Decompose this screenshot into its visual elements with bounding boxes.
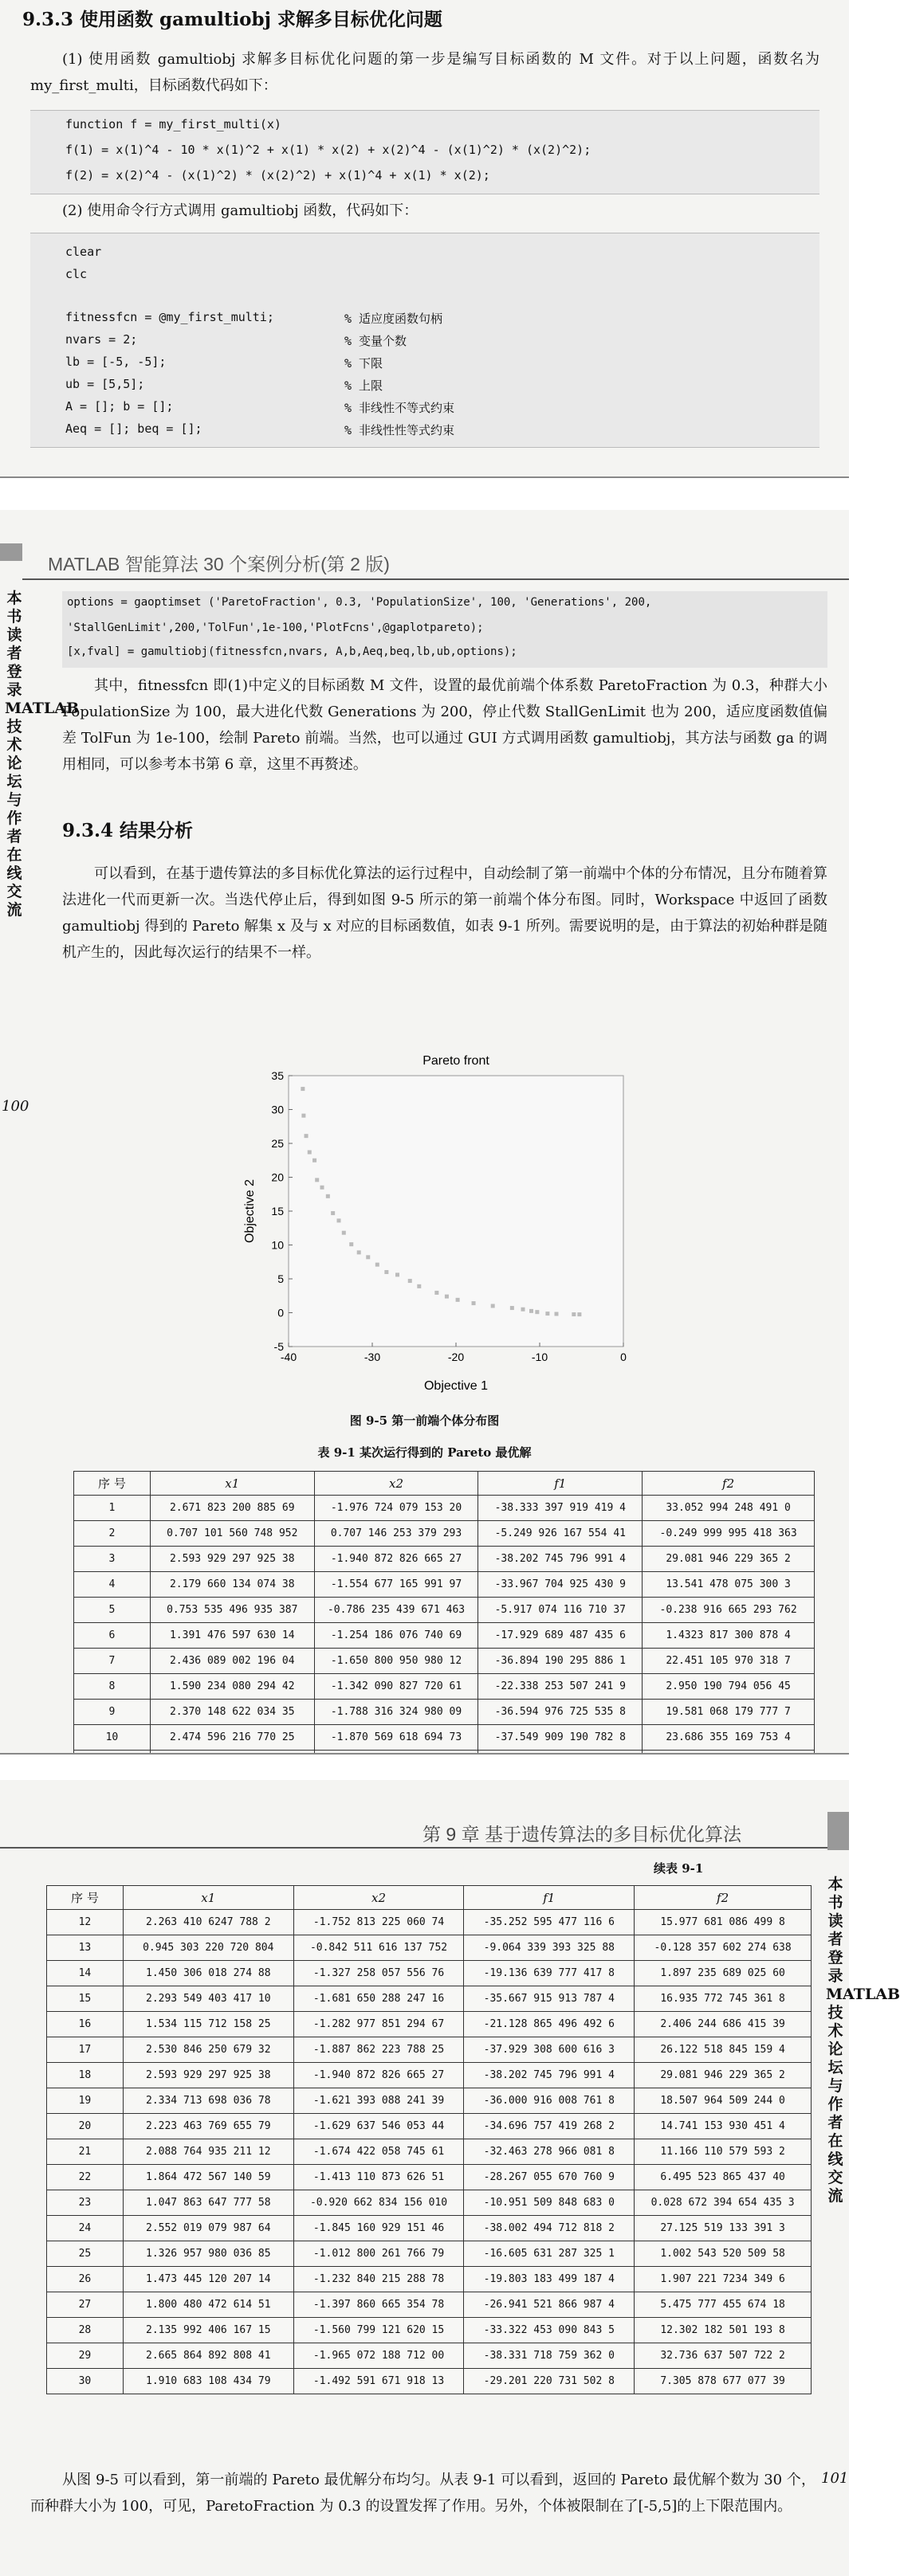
table-cell: -1.327 258 057 556 76 — [293, 1961, 464, 1986]
table-cell: -0.920 662 834 156 010 — [293, 2190, 464, 2216]
table-cell: -1.232 840 215 288 78 — [293, 2267, 464, 2292]
table-cell: -1.560 799 121 620 15 — [293, 2318, 464, 2343]
table-cell: 1.450 306 018 274 88 — [123, 1961, 293, 1986]
table-row — [47, 2216, 812, 2241]
scatter-point — [535, 1310, 539, 1314]
scatter-point — [342, 1231, 346, 1235]
table-cell: 2.223 463 769 655 79 — [123, 2114, 293, 2139]
table-cell: -16.605 631 287 325 1 — [464, 2241, 635, 2267]
table-cell: 19.581 068 179 777 7 — [643, 1700, 815, 1725]
table-cell: 2.179 660 134 074 38 — [150, 1572, 314, 1598]
table-row — [74, 1572, 815, 1598]
paragraph-explanation: 其中，fitnessfcn 即(1)中定义的目标函数 M 文件，设置的最优前端个体系数 ParetoFraction 为 0.3，种群大小 PopulationSize 为 100，最大进化代数 Generations 为 200，停止代数 StallGenLimit 也为 200，适应度函数值偏差 TolFun 为 1e-100，绘制 Pareto 前端。当然，也可以通过 GUI 方式调用函数 gamultiobj，其方法与函数 ga 的调用相同，可以参考本书第 6 章，这里不再赘述。 — [62, 677, 827, 773]
table-cell: -0.249 999 995 418 363 — [643, 1521, 815, 1547]
table-caption: 续表 9-1 — [654, 1861, 704, 1876]
table-cell: 2.593 929 297 925 38 — [150, 1547, 314, 1572]
scatter-point — [326, 1194, 330, 1198]
y-tick-label: 0 — [277, 1306, 284, 1319]
table-cell: -1.397 860 665 354 78 — [293, 2292, 464, 2318]
scatter-point — [521, 1308, 525, 1312]
table-cell: 2.406 244 686 415 39 — [635, 2012, 812, 2037]
code-line: f(1) = x(1)^4 - 10 * x(1)^2 + x(1) * x(2) + x(2)^4 - (x(1)^2) * (x(2)^2); — [65, 143, 591, 157]
running-header: MATLAB 智能算法 30 个案例分析(第 2 版) — [48, 554, 390, 574]
table-header: f2 — [635, 1886, 812, 1910]
figure-caption: 图 9-5 第一前端个体分布图 — [349, 1413, 500, 1428]
table-row — [74, 1623, 815, 1649]
paragraph-step1: (1) 使用函数 gamultiobj 求解多目标优化问题的第一步是编写目标函数的 M 文件。对于以上问题，函数名为 my_first_multi，目标函数代码如下： — [30, 51, 819, 94]
pareto-front-chart — [233, 1045, 647, 1404]
x-tick-label: -40 — [280, 1351, 297, 1363]
table-cell: -5.249 926 167 554 41 — [478, 1521, 643, 1547]
table-cell: 23.686 355 169 753 4 — [643, 1725, 815, 1751]
table-row — [74, 1725, 815, 1751]
y-tick-label: 10 — [271, 1238, 284, 1252]
scatter-point — [491, 1304, 495, 1308]
table-cell: -38.202 745 796 991 4 — [464, 2063, 635, 2088]
table-cell: 29.081 946 229 365 2 — [643, 1547, 815, 1572]
y-tick-label: 15 — [271, 1205, 284, 1217]
chart-xlabel: Objective 1 — [423, 1379, 489, 1393]
table-cell: -0.238 916 665 293 762 — [643, 1598, 815, 1623]
scatter-point — [320, 1186, 324, 1190]
table-cell: -33.967 704 925 430 9 — [478, 1572, 643, 1598]
table-cell: 0.707 101 560 748 952 — [150, 1521, 314, 1547]
table-row — [47, 2369, 812, 2394]
page-corner-tab — [827, 1812, 849, 1850]
table-header: 序 号 — [47, 1886, 124, 1910]
table-row — [47, 1961, 812, 1986]
page-number: 100 — [2, 1098, 29, 1115]
table-cell: -36.000 916 008 761 8 — [464, 2088, 635, 2114]
table-row — [47, 1986, 812, 2012]
table-cell: -1.629 637 546 053 44 — [293, 2114, 464, 2139]
table-cell-index: 9 — [74, 1700, 151, 1725]
section-heading-934: 9.3.4 结果分析 — [62, 820, 194, 841]
scatter-point — [434, 1291, 438, 1295]
table-cell: -1.674 422 058 745 61 — [293, 2139, 464, 2165]
table-cell: -1.845 160 929 151 46 — [293, 2216, 464, 2241]
table-cell: 1.534 115 712 158 25 — [123, 2012, 293, 2037]
table-cell: 2.474 596 216 770 25 — [150, 1725, 314, 1751]
table-row — [47, 2063, 812, 2088]
code-comment: % 适应度函数句柄 — [344, 312, 443, 326]
table-row — [47, 2241, 812, 2267]
scatter-point — [357, 1250, 361, 1254]
table-cell: 12.302 182 501 193 8 — [635, 2318, 812, 2343]
table-cell: 1.910 683 108 434 79 — [123, 2369, 293, 2394]
x-tick-label: -30 — [364, 1351, 381, 1363]
y-tick-label: 30 — [271, 1103, 284, 1116]
table-cell: 2.334 713 698 036 78 — [123, 2088, 293, 2114]
table-cell-index: 28 — [47, 2318, 124, 2343]
y-tick-label: 25 — [271, 1137, 284, 1150]
table-cell: -1.976 724 079 153 20 — [314, 1496, 478, 1521]
y-tick-label: 20 — [271, 1170, 284, 1184]
table-cell-index: 19 — [47, 2088, 124, 2114]
table-cell: 2.135 992 406 167 15 — [123, 2318, 293, 2343]
table-cell: -1.752 813 225 060 74 — [293, 1910, 464, 1935]
table-cell-index: 18 — [47, 2063, 124, 2088]
table-cell: 2.293 549 403 417 10 — [123, 1986, 293, 2012]
table-cell: -36.894 190 295 886 1 — [478, 1649, 643, 1674]
code-comment: % 上限 — [344, 378, 383, 393]
table-cell: 22.451 105 970 318 7 — [643, 1649, 815, 1674]
page-separator — [0, 476, 849, 510]
scatter-point — [375, 1263, 379, 1267]
table-cell: 0.707 146 253 379 293 — [314, 1521, 478, 1547]
scatter-point — [577, 1312, 581, 1316]
table-cell: 1.897 235 689 025 60 — [635, 1961, 812, 1986]
scatter-point — [331, 1211, 335, 1215]
code-line: 'StallGenLimit',200,'TolFun',1e-100,'PlotFcns',@gaplotpareto); — [67, 621, 484, 634]
table-cell: -19.136 639 777 417 8 — [464, 1961, 635, 1986]
table-cell: -37.549 909 190 782 8 — [478, 1725, 643, 1751]
code-line: ub = [5,5]; — [65, 377, 145, 391]
table-cell: 18.507 964 509 244 0 — [635, 2088, 812, 2114]
table-cell-index: 3 — [74, 1547, 151, 1572]
table-cell-index: 10 — [74, 1725, 151, 1751]
table-cell: -22.338 253 507 241 9 — [478, 1674, 643, 1700]
running-header: 第 9 章 基于遗传算法的多目标优化算法 — [422, 1824, 741, 1845]
table-cell-index: 20 — [47, 2114, 124, 2139]
table-cell: 1.864 472 567 140 59 — [123, 2165, 293, 2190]
table-row — [47, 2037, 812, 2063]
code-line: nvars = 2; — [65, 332, 138, 347]
table-cell-index: 17 — [47, 2037, 124, 2063]
x-tick-label: -20 — [447, 1351, 465, 1363]
table-cell: 2.263 410 6247 788 2 — [123, 1910, 293, 1935]
code-comment: % 非线性性等式约束 — [344, 423, 455, 437]
code-comment: % 变量个数 — [344, 334, 407, 348]
scatter-point — [408, 1279, 412, 1283]
table-cell: 13.541 478 075 300 3 — [643, 1572, 815, 1598]
table-cell: -1.342 090 827 720 61 — [314, 1674, 478, 1700]
table-cell: 0.028 672 394 654 435 3 — [635, 2190, 812, 2216]
table-cell: -1.965 072 188 712 00 — [293, 2343, 464, 2369]
table-cell: 14.741 153 930 451 4 — [635, 2114, 812, 2139]
table-cell: -5.917 074 116 710 37 — [478, 1598, 643, 1623]
table-cell: 26.122 518 845 159 4 — [635, 2037, 812, 2063]
table-cell: -32.463 278 966 081 8 — [464, 2139, 635, 2165]
code-comment: % 非线性不等式约束 — [344, 401, 455, 415]
table-row — [47, 2343, 812, 2369]
page-3 — [0, 1780, 900, 2576]
table-cell: -9.064 339 393 325 88 — [464, 1935, 635, 1961]
table-cell: 1.590 234 080 294 42 — [150, 1674, 314, 1700]
table-cell: 16.935 772 745 361 8 — [635, 1986, 812, 2012]
plot-area — [289, 1076, 623, 1347]
table-cell: 2.552 019 079 987 64 — [123, 2216, 293, 2241]
table-cell: 1.047 863 647 777 58 — [123, 2190, 293, 2216]
table-cell: -38.333 397 919 419 4 — [478, 1496, 643, 1521]
table-row — [47, 2318, 812, 2343]
table-cell: 1.473 445 120 207 14 — [123, 2267, 293, 2292]
pareto-table-part2 — [46, 1885, 812, 2394]
scatter-point — [555, 1312, 559, 1316]
table-header: 序 号 — [74, 1472, 151, 1496]
page-number: 101 — [821, 2470, 849, 2487]
page-corner-tab — [0, 543, 22, 561]
table-cell: 2.530 846 250 679 32 — [123, 2037, 293, 2063]
table-cell-index: 1 — [74, 1496, 151, 1521]
table-cell: 2.436 089 002 196 04 — [150, 1649, 314, 1674]
table-cell: 1.391 476 597 630 14 — [150, 1623, 314, 1649]
scatter-point — [545, 1312, 549, 1315]
table-cell: -36.594 976 725 535 8 — [478, 1700, 643, 1725]
scatter-point — [349, 1242, 353, 1246]
table-cell-index: 6 — [74, 1623, 151, 1649]
table-cell-index: 23 — [47, 2190, 124, 2216]
table-cell: -1.282 977 851 294 67 — [293, 2012, 464, 2037]
table-cell-index: 30 — [47, 2369, 124, 2394]
table-cell: 32.736 637 507 722 2 — [635, 2343, 812, 2369]
chart-ylabel: Objective 2 — [243, 1178, 257, 1244]
table-cell-index: 14 — [47, 1961, 124, 1986]
scatter-point — [301, 1114, 305, 1118]
x-tick-label: -10 — [531, 1351, 548, 1363]
table-row — [74, 1521, 815, 1547]
table-cell: -1.650 800 950 980 12 — [314, 1649, 478, 1674]
table-row — [47, 1935, 812, 1961]
table-cell-index: 15 — [47, 1986, 124, 2012]
table-cell: 2.671 823 200 885 69 — [150, 1496, 314, 1521]
table-cell: -1.492 591 671 918 13 — [293, 2369, 464, 2394]
table-cell: -35.252 595 477 116 6 — [464, 1910, 635, 1935]
table-cell: -28.267 055 670 760 9 — [464, 2165, 635, 2190]
paragraph-results: 可以看到，在基于遗传算法的多目标优化算法的运行过程中，自动绘制了第一前端中个体的分布情况，且分布随着算法进化一代而更新一次。当迭代停止后，得到如图 9-5 所示的第一前端个体分布图。同时，Workspace 中返回了函数 gamultiobj 得到的 Pareto 解集 x 及与 x 对应的目标函数值，如表 9-1 所列。需要说明的是，由于算法的初始种群是随机产生的，因此每次运行的结果不一样。 — [62, 865, 827, 961]
table-cell: -0.786 235 439 671 463 — [314, 1598, 478, 1623]
code-line: options = gaoptimset ('ParetoFraction', 0.3, 'PopulationSize', 100, 'Generations', 200, — [67, 596, 652, 609]
code-line: clc — [65, 267, 88, 281]
table-cell-index: 26 — [47, 2267, 124, 2292]
table-cell: -1.254 186 076 740 69 — [314, 1623, 478, 1649]
table-cell-index: 27 — [47, 2292, 124, 2318]
scatter-point — [417, 1284, 421, 1288]
table-header: x2 — [314, 1472, 478, 1496]
scatter-point — [456, 1298, 460, 1302]
table-header: x2 — [293, 1886, 464, 1910]
page-2 — [0, 510, 849, 1753]
scatter-point — [510, 1306, 514, 1310]
code-line: clear — [65, 245, 102, 259]
table-cell: 2.950 190 794 056 45 — [643, 1674, 815, 1700]
table-cell: -1.012 800 261 766 79 — [293, 2241, 464, 2267]
table-cell-index: 2 — [74, 1521, 151, 1547]
sidebar-forum-note: 本书读者登录MATLAB技术论坛与作者在线交流 — [5, 590, 80, 919]
scatter-point — [384, 1270, 388, 1274]
table-cell-index: 22 — [47, 2165, 124, 2190]
table-cell: 7.305 878 677 077 39 — [635, 2369, 812, 2394]
table-cell: -33.322 453 090 843 5 — [464, 2318, 635, 2343]
table-cell: 1.002 543 520 509 58 — [635, 2241, 812, 2267]
code-block-call — [30, 233, 819, 448]
table-header: f1 — [464, 1886, 635, 1910]
pareto-table-part1 — [73, 1471, 815, 1776]
table-cell: 2.593 929 297 925 38 — [123, 2063, 293, 2088]
paragraph-step2: (2) 使用命令行方式调用 gamultiobj 函数，代码如下： — [62, 202, 419, 219]
scatter-point — [308, 1151, 312, 1155]
table-cell: -35.667 915 913 787 4 — [464, 1986, 635, 2012]
table-cell: -19.803 183 499 187 4 — [464, 2267, 635, 2292]
paragraph-conclusion: 从图 9-5 可以看到，第一前端的 Pareto 最优解分布均匀。从表 9-1 可以看到，返回的 Pareto 最优解个数为 30 个，而种群大小为 100，可见，ParetoFraction 为 0.3 的设置发挥了作用。另外，个体被限制在了[-5,5]的上下限范围内。 — [30, 2472, 816, 2515]
header-rule — [0, 1847, 829, 1849]
table-cell-index: 21 — [47, 2139, 124, 2165]
table-cell: -26.941 521 866 987 4 — [464, 2292, 635, 2318]
table-cell: 6.495 523 865 437 40 — [635, 2165, 812, 2190]
code-line: Aeq = []; beq = []; — [65, 421, 202, 436]
table-row — [74, 1496, 815, 1521]
table-cell: -38.202 745 796 991 4 — [478, 1547, 643, 1572]
table-caption: 表 9-1 某次运行得到的 Pareto 最优解 — [317, 1445, 532, 1460]
scatter-point — [572, 1312, 576, 1316]
table-cell: -0.842 511 616 137 752 — [293, 1935, 464, 1961]
table-cell: 15.977 681 086 499 8 — [635, 1910, 812, 1935]
table-cell: -17.929 689 487 435 6 — [478, 1623, 643, 1649]
scatter-point — [529, 1309, 533, 1313]
sidebar-forum-note: 本书读者登录MATLAB技术论坛与作者在线交流 — [826, 1876, 900, 2205]
table-row — [47, 2139, 812, 2165]
code-line: function f = my_first_multi(x) — [65, 117, 281, 131]
table-cell-index: 5 — [74, 1598, 151, 1623]
table-row — [47, 2267, 812, 2292]
code-block-options — [62, 591, 827, 668]
table-row — [47, 2165, 812, 2190]
table-cell: 2.370 148 622 034 35 — [150, 1700, 314, 1725]
table-cell: -1.554 677 165 991 97 — [314, 1572, 478, 1598]
table-cell: -1.621 393 088 241 39 — [293, 2088, 464, 2114]
table-cell-index: 4 — [74, 1572, 151, 1598]
scatter-point — [472, 1301, 476, 1305]
table-cell-index: 24 — [47, 2216, 124, 2241]
code-line: lb = [-5, -5]; — [65, 355, 167, 369]
table-cell: 1.4323 817 300 878 4 — [643, 1623, 815, 1649]
table-row — [74, 1598, 815, 1623]
scatter-point — [301, 1087, 305, 1091]
table-header: x1 — [150, 1472, 314, 1496]
table-cell-index: 16 — [47, 2012, 124, 2037]
table-cell: -21.128 865 496 492 6 — [464, 2012, 635, 2037]
chart-title: Pareto front — [422, 1054, 489, 1068]
code-line: f(2) = x(2)^4 - (x(1)^2) * (x(2)^2) + x(1)^4 + x(1) * x(2); — [65, 168, 490, 182]
table-row — [47, 2292, 812, 2318]
table-row — [74, 1649, 815, 1674]
table-cell: 1.326 957 980 036 85 — [123, 2241, 293, 2267]
table-row — [47, 2190, 812, 2216]
table-cell: -1.940 872 826 665 27 — [293, 2063, 464, 2088]
table-cell: 11.166 110 579 593 2 — [635, 2139, 812, 2165]
table-cell: -29.201 220 731 502 8 — [464, 2369, 635, 2394]
table-cell-index: 7 — [74, 1649, 151, 1674]
table-row — [74, 1674, 815, 1700]
page-separator — [0, 1753, 849, 1782]
table-cell: 27.125 519 133 391 3 — [635, 2216, 812, 2241]
code-block-objective — [30, 110, 819, 194]
table-cell: -1.681 650 288 247 16 — [293, 1986, 464, 2012]
table-cell-index: 25 — [47, 2241, 124, 2267]
table-cell: -38.331 718 759 362 0 — [464, 2343, 635, 2369]
x-tick-label: 0 — [620, 1351, 627, 1363]
header-rule — [22, 578, 849, 580]
table-cell: -1.940 872 826 665 27 — [314, 1547, 478, 1572]
table-cell: -1.788 316 324 980 09 — [314, 1700, 478, 1725]
code-comment: % 下限 — [344, 356, 383, 371]
section-heading-933: 9.3.3 使用函数 gamultiobj 求解多目标优化问题 — [22, 9, 442, 30]
table-cell: -1.887 862 223 788 25 — [293, 2037, 464, 2063]
table-cell: -0.128 357 602 274 638 — [635, 1935, 812, 1961]
scatter-point — [305, 1134, 309, 1138]
scatter-point — [312, 1159, 316, 1163]
table-cell: -10.951 509 848 683 0 — [464, 2190, 635, 2216]
table-header: f2 — [643, 1472, 815, 1496]
scatter-point — [445, 1295, 449, 1299]
code-line: [x,fval] = gamultiobj(fitnessfcn,nvars, A,b,Aeq,beq,lb,ub,options); — [67, 645, 517, 658]
y-tick-label: 35 — [271, 1069, 284, 1082]
table-row — [74, 1700, 815, 1725]
table-cell-index: 29 — [47, 2343, 124, 2369]
table-cell: -1.413 110 873 626 51 — [293, 2165, 464, 2190]
table-cell-index: 12 — [47, 1910, 124, 1935]
table-header: f1 — [478, 1472, 643, 1496]
table-row — [74, 1547, 815, 1572]
table-cell: -37.929 308 600 616 3 — [464, 2037, 635, 2063]
page-1 — [0, 0, 849, 476]
table-cell: 5.475 777 455 674 18 — [635, 2292, 812, 2318]
table-cell: 2.665 864 892 808 41 — [123, 2343, 293, 2369]
table-cell: 1.907 221 7234 349 6 — [635, 2267, 812, 2292]
table-cell: -38.002 494 712 818 2 — [464, 2216, 635, 2241]
table-cell: 2.088 764 935 211 12 — [123, 2139, 293, 2165]
table-cell: 29.081 946 229 365 2 — [635, 2063, 812, 2088]
scatter-point — [337, 1218, 341, 1222]
scatter-point — [315, 1178, 319, 1182]
table-cell: 0.945 303 220 720 804 — [123, 1935, 293, 1961]
scatter-point — [395, 1272, 399, 1276]
code-line: fitnessfcn = @my_first_multi; — [65, 310, 274, 324]
table-row — [47, 1910, 812, 1935]
table-cell: -34.696 757 419 268 2 — [464, 2114, 635, 2139]
table-header: x1 — [123, 1886, 293, 1910]
table-cell: -1.870 569 618 694 73 — [314, 1725, 478, 1751]
table-row — [47, 2114, 812, 2139]
y-tick-label: 5 — [277, 1272, 284, 1285]
table-cell: 1.800 480 472 614 51 — [123, 2292, 293, 2318]
y-tick-label: -5 — [273, 1340, 284, 1353]
table-cell: 0.753 535 496 935 387 — [150, 1598, 314, 1623]
table-row — [47, 2088, 812, 2114]
table-cell: 33.052 994 248 491 0 — [643, 1496, 815, 1521]
code-line: A = []; b = []; — [65, 399, 174, 414]
table-cell-index: 8 — [74, 1674, 151, 1700]
table-cell-index: 13 — [47, 1935, 124, 1961]
scatter-point — [366, 1255, 370, 1259]
table-row — [47, 2012, 812, 2037]
